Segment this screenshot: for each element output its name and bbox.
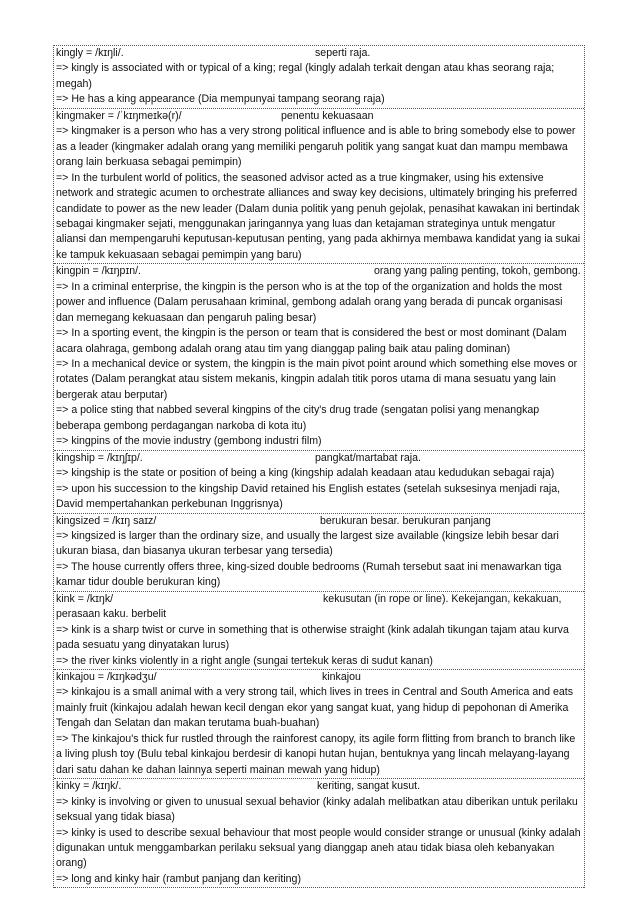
entry-line: => kinkajou is a small animal with a very strong tail, which lives in trees in Central and South America and eats mainly fruit (kinkajou adalah hewan kecil dengan ekor yang sangat kuat, yang hidup di pepohonan di Amerika Tengah dan Selatan dan makan terutama buah-buahan) [56,686,573,730]
entry-term: kink = /kɪŋk/ [56,592,114,605]
entry-head [56,109,582,124]
entry-kingpin [54,264,584,450]
entry-meaning-continued: perasaan kaku. berbelit [56,608,167,621]
entry-head [56,592,582,607]
entry-line: => upon his succession to the kingship David retained his English estates (setelah suksesinya menjadi raja, David mempertahankan perkebunan Inggrisnya) [56,482,561,511]
entry-line: => kinky is involving or given to unusual sexual behavior (kinky adalah melibatkan atau diberikan untuk perilaku seksual yang tidak biasa) [56,795,578,824]
entry-meaning: pangkat/martabat raja. [315,451,421,464]
entry-meaning: orang yang paling penting, tokoh, gembong. [374,265,581,278]
entry-meaning: seperti raja. [315,47,371,59]
entry-term: kingly = /kɪŋli/. [56,47,124,59]
entry-line: => kingpins of the movie industry (gembong industri film) [56,435,322,448]
entry-kingship [54,451,584,514]
entry-head [56,46,582,61]
entry-kingly [54,46,584,109]
entry-line: => In a criminal enterprise, the kingpin is the person who is at the top of the organization and holds the most power and influence (Dalam perusahaan kriminal, gembong adalah orang yang berada di puncak organisasi dan memegang kekuasaan dan pengaruh paling besar) [56,280,563,324]
entry-term: kingship = /kɪŋʃɪp/. [56,451,143,464]
dictionary-entries [53,45,585,888]
entry-line: => kingsized is larger than the ordinary size, and usually the largest size available (kingsize lebih besar dari ukuran biasa, dan biasanya ukuran terbesar yang tersedia) [56,529,559,558]
entry-meaning: keriting, sangat kusut. [317,780,421,793]
entry-head [56,514,582,529]
entry-line: => the river kinks violently in a right angle (sungai tertekuk keras di sudut kanan) [56,654,433,667]
entry-line: => He has a king appearance (Dia mempunyai tampang seorang raja) [56,93,385,106]
entry-line: => In a mechanical device or system, the kingpin is the main pivot point around which something else moves or rotates (Dalam perangkat atau sistem mekanis, kingpin adalah titik poros utama di mana sesuatu yang lain bergerak atau berputar) [56,358,578,401]
entry-term: kinkajou = /kɪŋkədʒu/ [56,671,157,684]
entry-line: => In the turbulent world of politics, the seasoned advisor acted as a true kingmaker, using his extensive network and strategic acumen to orchestrate alliances and sway key decisions, ultimately bringing his preferred candidate to power as the new leader (Dalam dunia politik yang penuh gejolak, penasihat kawakan ini bertindak sebagai kingmaker sejati, menggunakan jaringannya yang luas dan ketajaman strateginya untuk mengatur aliansi dan mempengaruhi keputusan-keputusan penting, yang pada akhirnya membawa kandidat yang ia sukai ke tampuk kekuasaan sebagai pemimpin yang baru) [56,171,581,261]
entry-line: => kingly is associated with or typical of a king; regal (kingly adalah terkait dengan atau khas seorang raja; megah) [56,62,555,90]
entry-term: kinky = /kɪŋk/. [56,780,122,793]
entry-meaning: penentu kekuasaan [281,109,374,122]
entry-line: => kingship is the state or position of being a king (kingship adalah keadaan atau kedudukan sebagai raja) [56,467,555,480]
entry-line: => The kinkajou's thick fur rustled through the rainforest canopy, its agile form flitting from branch to branch like a living plush toy (Bulu tebal kinkajou berdesir di kanopi hutan hujan, bentuknya yang lincah melayang-layang dari satu dahan ke dahan lainnya seperti mainan mewah yang hidup) [56,732,576,776]
entry-kinkajou [54,670,584,779]
entry-line: => In a sporting event, the kingpin is the person or team that is considered the best or most dominant (Dalam acara olahraga, gembong adalah orang atau tim yang dianggap paling baik atau paling dominan) [56,327,567,355]
entry-line: => kingmaker is a person who has a very strong political influence and is able to bring somebody else to power as a leader (kingmaker adalah orang yang memiliki pengaruh politik yang sangat kuat dan mampu membawa orang lain berkuasa sebagai pemimpin) [56,125,576,169]
entry-head [56,670,582,685]
entry-head [56,779,582,794]
entry-line: => long and kinky hair (rambut panjang dan keriting) [56,872,301,885]
entry-meaning: kekusutan (in rope or line). Kekejangan, kekakuan, [323,592,562,605]
entry-term: kingsized = /kɪŋ saɪz/ [56,514,157,527]
entry-term: kingmaker = /ˈkɪŋmeɪkə(r)/ [56,109,182,122]
entry-meaning: berukuran besar. berukuran panjang [320,514,491,527]
entry-line: => a police sting that nabbed several kingpins of the city's drug trade (sengatan polisi yang menangkap beberapa gembong perdagangan narkoba di kota itu) [56,404,540,432]
entry-head [56,264,582,279]
entry-kingmaker [54,109,584,265]
entry-kinky [54,779,584,888]
entry-line: => The house currently offers three, king-sized double bedrooms (Rumah tersebut saat ini menawarkan tiga kamar tidur double berukuran king) [56,560,562,589]
entry-meaning: kinkajou [322,671,361,684]
entry-kingsized [54,514,584,592]
entry-kink [54,592,584,670]
entry-line: => kinky is used to describe sexual behaviour that most people would consider strange or unusual (kinky adalah digunakan untuk menggambarkan perilaku seksual yang dianggap aneh atau tidak biasa oleh kebanyakan orang) [56,826,581,870]
entry-line: => kink is a sharp twist or curve in something that is otherwise straight (kink adalah tikungan tajam atau kurva pada sesuatu yang dinyatakan lurus) [56,623,569,652]
entry-head [56,451,582,466]
entry-term: kingpin = /kɪŋpɪn/. [56,265,141,278]
